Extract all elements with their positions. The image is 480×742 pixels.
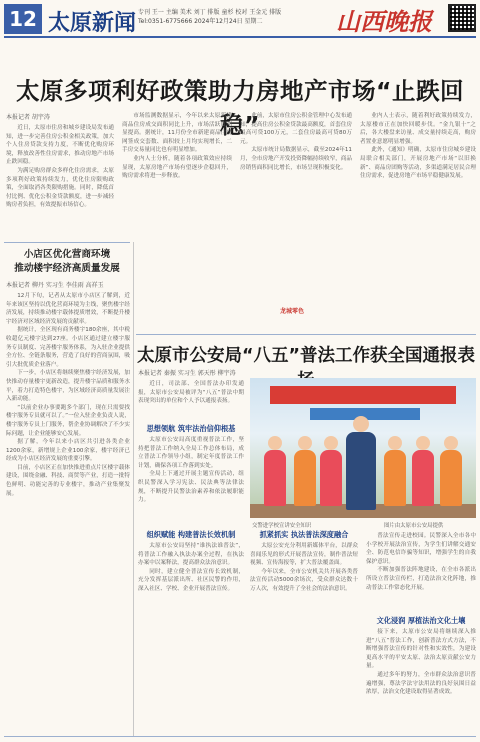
ad-label: 龙城零色 xyxy=(280,308,305,315)
photo-caption: 交警进学校宣讲安全知识 xyxy=(252,523,312,529)
story1-byline: 本报记者 胡宇涛 xyxy=(6,114,50,121)
story1-column-3: 此前，太原市住房公积金管理中心发布通知，提高住房公积金贷款最高额度，首套住房最高可贷100万元，二套住房最高可贷80万元。 太原市统计局数据显示，截至2024年11月，全市房地产开发投资降幅持续收窄，商品房销售面积同比增长，市场呈现积极变化。 xyxy=(240,113,352,171)
story3-section-a: 太原市公安局高度重视普法工作，坚持把普法工作纳入全局工作总体布局，成立普法工作领导小组，制定年度普法工作计划，确保各项工作落到实处。 全局上下通过开展主题宣传活动，组织民警深入学习宪法、民法典等法律法规，不断提升民警法治素养和依法履职能力。 xyxy=(138,437,244,504)
child-figure xyxy=(412,450,434,506)
meta-line-2: Tel:0351-6775666 2024年12月24日 星期二 xyxy=(138,18,263,25)
story2-headline: 小店区优化营商环境 推动楼宇经济高质量发展 xyxy=(14,249,120,274)
police-school-photo xyxy=(250,378,476,518)
child-figure xyxy=(384,450,406,506)
section-title: 太原新闻 xyxy=(48,10,137,36)
story1-column-1: 近日，太原市住房和城乡建设局发布通知，进一步完善住房公积金相关政策，加大个人住房贷款支持力度，不断优化购房环境，释放改善性住房需求，推动房地产市场止跌回稳。 为满足购房群众多样化住房需求，太原多项利好政策持续发力，优化住房限购政策，全面取消各类限购措施。同时，降低首付比例、优化公积金贷款额度，进一步减轻购房者负担，有效提振市场信心。 xyxy=(6,125,114,209)
story3-subhead-b: 组织赋能 构建普法长效机制 xyxy=(146,530,236,539)
child-figure xyxy=(320,450,342,506)
header-rule xyxy=(4,36,476,38)
story2-body: 12月下旬，记者从太原市小店区了解到，近年来该区坚持以优化营商环境为主线，聚焦楼宇经济发展，持续推动楼宇载体提质增效，不断提升楼宇经济对区域经济发展的贡献率。 据统计，全区现有商务楼宇180余座，其中税收超亿元楼宇达到27座。小店区通过建立楼宇服务专员制度、完善楼宇服务体系，为入驻企业提供全方位、全链条服务，营造了良好的营商氛围，吸引大批优质企业落户。 下一步，小店区将继续聚焦楼宇经济发展，加快推动存量楼宇更新改造，提升楼宇品质和服务水平，着力打造特色楼宇，为区域经济高质量发展注入新动能。 “以前企业办事要跑多个部门，现在只需要找楼宇服务专员就可以了。”一位入驻企业负责人说，楼宇服务专员上门服务，帮企业协调解决了不少实际问题，让企业能够安心发展。 据了解，今年以来小店区共引进各类企业1200余家，新增规上企业100余家，楼宇经济已经成为小店区经济发展的重要引擎。 目前，小店区正在加快推进重点片区楼宇载体建设，围绕金融、科技、商贸等产业，打造一批特色鲜明、功能完善的专业楼宇，推动产业集聚发展。 xyxy=(6,293,130,497)
page-number: 12 xyxy=(4,4,42,34)
photo-banner xyxy=(270,386,456,404)
newspaper-logo: 山西晚报 xyxy=(336,7,432,36)
column-divider xyxy=(133,242,134,736)
child-figure xyxy=(440,450,462,506)
story3-subhead-c: 抓紧抓实 执法普法深度融合 xyxy=(259,530,349,539)
main-headline: 太原多项利好政策助力房地产市场“止跌回稳” xyxy=(16,77,464,139)
story3-byline: 本报记者 秦振 实习生 郭天彤 柳宇涛 xyxy=(138,370,236,377)
story3-section-b: 太原市公安局坚持“谁执法谁普法”，将普法工作融入执法办案全过程，在执法办案中以案释法，提高群众法治意识。 同时，建立健全普法宣传长效机制，充分发挥基层派出所、社区民警的作用，深入社区、学校、企业开展普法宣传。 xyxy=(138,543,244,592)
story3-headline: 太原市公安局“八五”普法工作获全国通报表 xyxy=(136,346,475,366)
story3-section-c: 太原公安充分利用新媒体平台，以群众喜闻乐见的形式开展普法宣传，制作普法短视频、宣传海报等，扩大普法覆盖面。 今年以来，全市公安机关共开展各类普法宣传活动5000余场次，受众群众达数十万人次，有效提升了全社会的法治意识。 xyxy=(250,543,358,592)
masthead-meta xyxy=(138,8,281,26)
story1-column-2: 市场监测数据显示，今年以来太原新建商品住房成交面积同比上升，市场活跃度明显提高。据统计，11月份全市新建商品住房网签成交套数、面积较上月均实现增长，二手房交易量同比也有明显增加。 业内人士分析，随着各项政策效应持续显现，太原房地产市场有望逐步企稳回升，购房需求将进一步释放。 xyxy=(122,113,232,180)
child-figure xyxy=(264,450,286,506)
divider xyxy=(4,242,130,243)
story1-column-4: 业内人士表示，随着利好政策持续发力，太原楼市正在加快回暖步伐。“金九银十”之后，各大楼盘来访量、成交量持续走高，购房者置业意愿明显增强。 此外，《通知》明确，太原市住房城乡建设局联合相关部门，开展房地产市场“以旧换新”、商品房团购等活动，多渠道满足居民合理住房需求，促进房地产市场平稳健康发展。 xyxy=(360,113,476,180)
qr-code-icon xyxy=(448,4,476,32)
story3-intro: 近日，司法部、全国普法办印发通报，太原市公安局被评为“八五”普法中期表现突出的单位和个人予以通报表扬。 xyxy=(138,381,244,405)
story2-byline: 本报记者 柳丹 实习生 李佳雨 高祥玉 xyxy=(6,282,104,289)
divider xyxy=(136,334,476,335)
story3-section-e: 接下来，太原市公安局将继续深入推进“八五”普法工作，创新普法方式方法，不断增强普法宣传的针对性和实效性，为建设更高水平的平安太原、法治太原贡献公安力量。 通过多年的努力，全市群众法治意识普遍增强，尊法学法守法用法的良好氛围日益浓厚，法治文化建设取得显著成效。 xyxy=(366,629,476,696)
footer-rule xyxy=(4,736,476,737)
police-officer-figure xyxy=(346,432,376,510)
story3-subhead-d: 文化浸润 厚植法治文化土壤 xyxy=(376,616,466,625)
story3-section-d: 普法宣传走进校园。民警深入全市各中小学校开展法治宣传，为学生们讲解交通安全、防范电信诈骗等知识，增强学生的自我保护意识。 不断加强普法阵地建设，在全市各派出所设立普法宣传栏，打造法治文化阵地，推动普法工作常态化开展。 xyxy=(366,533,476,591)
photo-credit: 图片由太原市公安局提供 xyxy=(384,523,444,529)
meta-line-1: 专刊 王一 主编 美术 刘丁 排版 童杉 校对 王金元 排版 xyxy=(138,9,282,16)
child-figure xyxy=(294,450,316,506)
story3-subhead-a: 思想领航 筑牢法治信仰根基 xyxy=(146,424,236,433)
